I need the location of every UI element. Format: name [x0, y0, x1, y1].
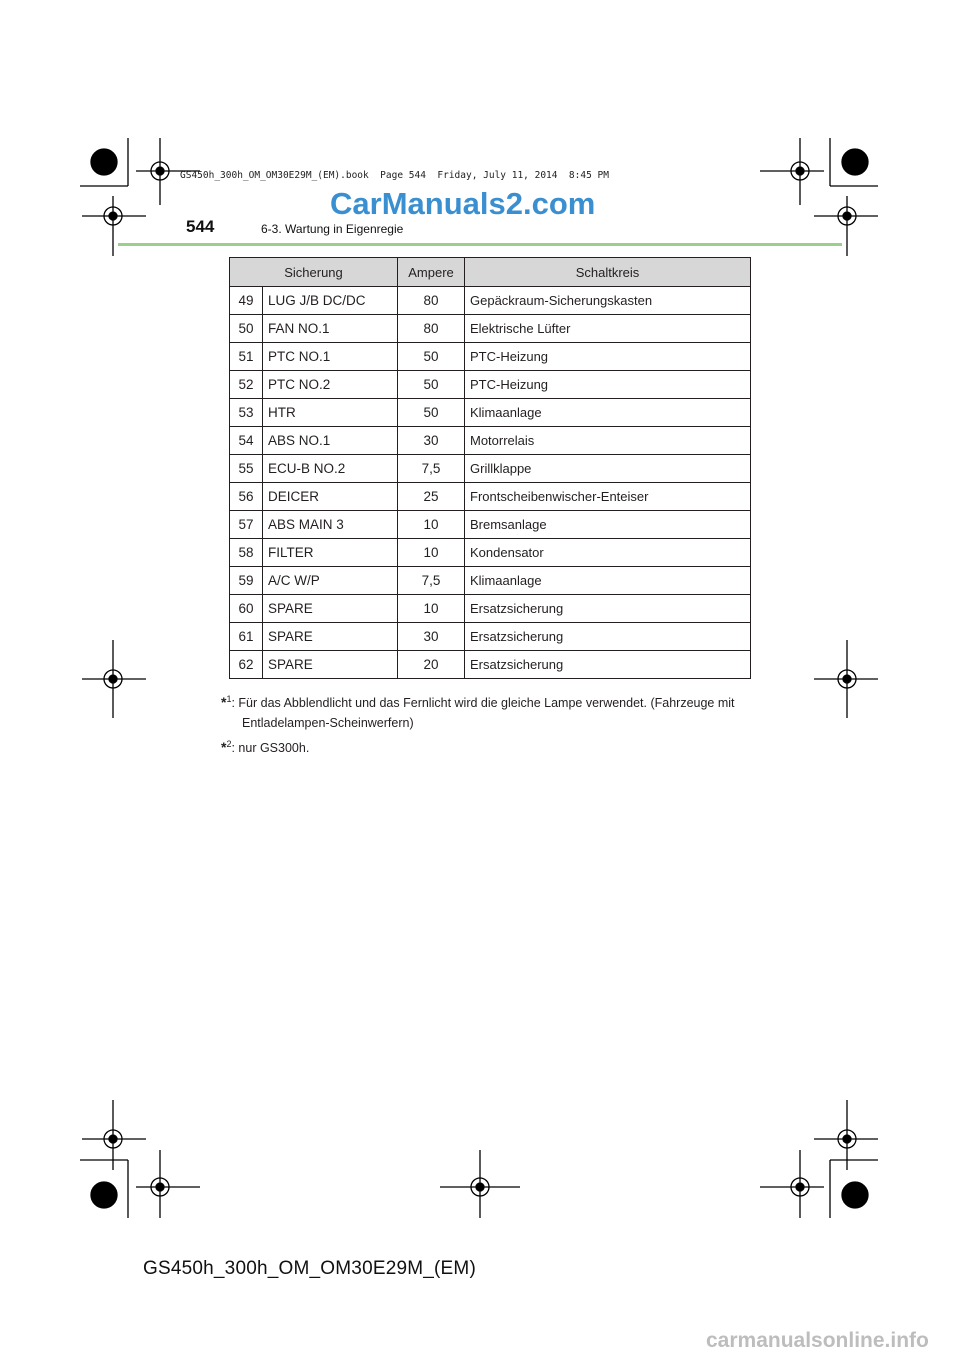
- fuse-number: 59: [230, 567, 263, 595]
- footnote-1: [221, 689, 761, 733]
- table-row: [230, 315, 751, 343]
- fuse-name: ECU-B NO.2: [263, 455, 398, 483]
- fuse-circuit: Gepäckraum-Sicherungskasten: [465, 287, 751, 315]
- header-rule: [118, 243, 842, 246]
- fuse-ampere: 50: [398, 399, 465, 427]
- fuse-number: 54: [230, 427, 263, 455]
- table-row: [230, 287, 751, 315]
- fuse-circuit: Klimaanlage: [465, 399, 751, 427]
- fuse-name: PTC NO.2: [263, 371, 398, 399]
- fuse-ampere: 50: [398, 343, 465, 371]
- fuse-name: LUG J/B DC/DC: [263, 287, 398, 315]
- fuse-name: ABS NO.1: [263, 427, 398, 455]
- footnote-number: 2: [226, 739, 232, 749]
- footnote-text: : Für das Abblendlicht und das Fernlicht wird die gleiche Lampe verwendet. (Fahrzeuge mit: [231, 696, 735, 711]
- site-watermark: carmanualsonline.info: [706, 1329, 929, 1352]
- fuse-circuit: Ersatzsicherung: [465, 595, 751, 623]
- fuse-ampere: 7,5: [398, 455, 465, 483]
- fuse-number: 60: [230, 595, 263, 623]
- fuse-circuit: Bremsanlage: [465, 511, 751, 539]
- table-row: [230, 595, 751, 623]
- table-row: [230, 567, 751, 595]
- footnote-marker: *: [221, 739, 227, 756]
- fuse-name: A/C W/P: [263, 567, 398, 595]
- table-row: [230, 455, 751, 483]
- footnote-text: : nur GS300h.: [231, 741, 310, 756]
- footnote-text-continued: Entladelampen-Scheinwerfern): [242, 716, 414, 731]
- fuse-circuit: Ersatzsicherung: [465, 623, 751, 651]
- footnote-number: 1: [226, 694, 232, 704]
- fuse-name: SPARE: [263, 651, 398, 679]
- table-row: [230, 623, 751, 651]
- fuse-ampere: 80: [398, 287, 465, 315]
- fuse-name: FAN NO.1: [263, 315, 398, 343]
- table-row: [230, 427, 751, 455]
- fuse-ampere: 10: [398, 539, 465, 567]
- fuse-number: 57: [230, 511, 263, 539]
- fuse-ampere: 7,5: [398, 567, 465, 595]
- table-row: [230, 343, 751, 371]
- table-row: [230, 651, 751, 679]
- fuse-number: 51: [230, 343, 263, 371]
- table-row: [230, 539, 751, 567]
- fuse-ampere: 30: [398, 427, 465, 455]
- fuse-ampere: 30: [398, 623, 465, 651]
- fuse-ampere: 10: [398, 511, 465, 539]
- fuse-circuit: Ersatzsicherung: [465, 651, 751, 679]
- fuse-name: FILTER: [263, 539, 398, 567]
- fuse-name: SPARE: [263, 623, 398, 651]
- fuse-number: 62: [230, 651, 263, 679]
- fuse-ampere: 50: [398, 371, 465, 399]
- fuse-circuit: Klimaanlage: [465, 567, 751, 595]
- footnote-marker: *: [221, 694, 227, 711]
- fuse-table: [229, 257, 751, 679]
- page-number: 544: [186, 217, 215, 236]
- footnote-2: [221, 734, 309, 758]
- document-code: GS450h_300h_OM_OM30E29M_(EM): [143, 1258, 476, 1279]
- header-schaltkreis: Schaltkreis: [465, 258, 751, 287]
- table-header-row: [230, 258, 751, 287]
- fuse-number: 49: [230, 287, 263, 315]
- table-row: [230, 399, 751, 427]
- fuse-name: HTR: [263, 399, 398, 427]
- header-sicherung: Sicherung: [230, 258, 398, 287]
- fuse-circuit: Grillklappe: [465, 455, 751, 483]
- section-title: 6-3. Wartung in Eigenregie: [261, 222, 404, 236]
- watermark-logo: CarManuals2.com: [330, 186, 596, 221]
- fuse-circuit: Frontscheibenwischer-Enteiser: [465, 483, 751, 511]
- print-job-line: GS450h_300h_OM_OM30E29M_(EM).book Page 544 Friday, July 11, 2014 8:45 PM: [180, 170, 609, 181]
- fuse-ampere: 10: [398, 595, 465, 623]
- table-row: [230, 371, 751, 399]
- fuse-name: DEICER: [263, 483, 398, 511]
- fuse-number: 55: [230, 455, 263, 483]
- fuse-circuit: Kondensator: [465, 539, 751, 567]
- fuse-name: PTC NO.1: [263, 343, 398, 371]
- fuse-ampere: 25: [398, 483, 465, 511]
- fuse-ampere: 20: [398, 651, 465, 679]
- fuse-name: ABS MAIN 3: [263, 511, 398, 539]
- fuse-circuit: PTC-Heizung: [465, 371, 751, 399]
- fuse-number: 58: [230, 539, 263, 567]
- fuse-number: 61: [230, 623, 263, 651]
- table-row: [230, 511, 751, 539]
- fuse-number: 50: [230, 315, 263, 343]
- table-row: [230, 483, 751, 511]
- fuse-ampere: 80: [398, 315, 465, 343]
- fuse-circuit: Elektrische Lüfter: [465, 315, 751, 343]
- fuse-circuit: Motorrelais: [465, 427, 751, 455]
- fuse-number: 52: [230, 371, 263, 399]
- fuse-name: SPARE: [263, 595, 398, 623]
- fuse-number: 53: [230, 399, 263, 427]
- fuse-number: 56: [230, 483, 263, 511]
- header-ampere: Ampere: [398, 258, 465, 287]
- fuse-circuit: PTC-Heizung: [465, 343, 751, 371]
